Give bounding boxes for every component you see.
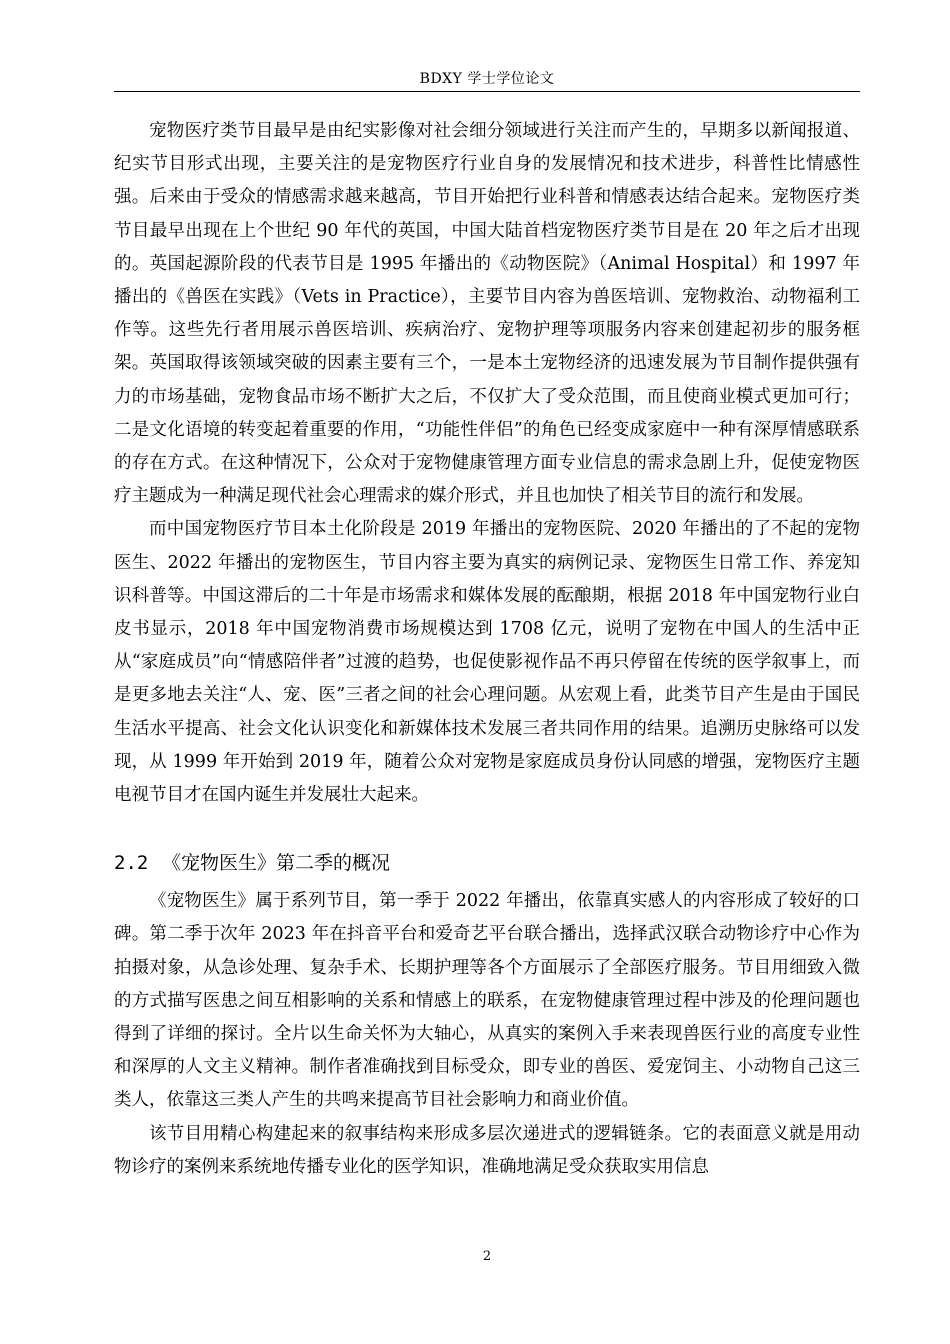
paragraph-pet-medical-origins: 宠物医疗类节目最早是由纪实影像对社会细分领域进行关注而产生的，早期多以新闻报道、纪实节目形式出现，主要关注的是宠物医疗行业自身的发展情况和技术进步，科普性比情感性强。后来由于受众的情感需求越来越高，节目开始把行业科普和情感表达结合起来。宠物医疗类节目最早出现在上个世纪 90 年代的英国，中国大陆首档宠物医疗类节目是在 20 年之后才出现的。英国起源阶段的代表节目是 1995 年播出的《动物医院》（Animal Hospital）和 1997 年播出的《兽医在实践》（Vets in Practice），主要节目内容为兽医培训、宠物救治、动物福利工作等。这些先行者用展示兽医培训、疾病治疗、宠物护理等项服务内容来创建起初步的服务框架。英国取得该领域突破的因素主要有三个，一是本土宠物经济的迅速发展为节目制作提供强有力的市场基础，宠物食品市场不断扩大之后，不仅扩大了受众范围，而且使商业模式更加可行；二是文化语境的转变起着重要的作用，“功能性伴侣”的角色已经变成家庭中一种有深厚情感联系的存在方式。在这种情况下，公众对于宠物健康管理方面专业信息的需求急剧上升，促使宠物医疗主题成为一种满足现代社会心理需求的媒介形式，并且也加快了相关节目的流行和发展。	[114, 121, 860, 507]
section-title: 《宠物医生》第二季的概况	[162, 852, 391, 875]
header-rule	[114, 91, 860, 92]
paragraph-china-localization: 而中国宠物医疗节目本土化阶段是 2019 年播出的宠物医院、2020 年播出的了不起的宠物医生、2022 年播出的宠物医生，节目内容主要为真实的病例记录、宠物医生日常工作、养宠知识科普等。中国这滞后的二十年是市场需求和媒体发展的酝酿期，根据 2018 年中国宠物行业白皮书显示，2018 年中国宠物消费市场规模达到 1708 亿元，说明了宠物在中国人的生活中正从“家庭成员”向“情感陪伴者”过渡的趋势，也促使影视作品不再只停留在传统的医学叙事上，而是更多地去关注“人、宠、医”三者之间的社会心理问题。从宏观上看，此类节目产生是由于国民生活水平提高、社会文化认识变化和新媒体技术发展三者共同作用的结果。追溯历史脉络可以发现，从 1999 年开始到 2019 年，随着公众对宠物是家庭成员身份认同感的增强，宠物医疗主题电视节目才在国内诞生并发展壮大起来。	[114, 519, 860, 806]
section-heading	[114, 848, 860, 878]
paragraph-narrative-structure: 该节目用精心构建起来的叙事结构来形成多层次递进式的逻辑链条。它的表面意义就是用动物诊疗的案例来系统地传播专业化的医学知识，准确地满足受众获取实用信息	[114, 1123, 860, 1177]
section-number: 2.2	[114, 852, 149, 875]
page-number: 2	[482, 1249, 492, 1264]
body-text	[114, 115, 860, 1184]
paragraph-season-two-overview: 《宠物医生》属于系列节目，第一季于 2022 年播出，依靠真实感人的内容形成了较好的口碑。第二季于次年 2023 年在抖音平台和爱奇艺平台联合播出，选择武汉联合动物诊疗中心作为拍摄对象，从急诊处理、复杂手术、长期护理等各个方面展示了全部医疗服务。节目用细致入微的方式描写医患之间互相影响的关系和情感上的联系，在宠物健康管理过程中涉及的伦理问题也得到了详细的探讨。全片以生命关怀为大轴心，从真实的案例入手来表现兽医行业的高度专业性和深厚的人文主义精神。制作者准确找到目标受众，即专业的兽医、爱宠饲主、小动物自己这三类人，依靠这三类人产生的共鸣来提高节目社会影响力和商业价值。	[114, 891, 860, 1111]
page-header: BDXY 学士学位论文	[419, 71, 555, 87]
